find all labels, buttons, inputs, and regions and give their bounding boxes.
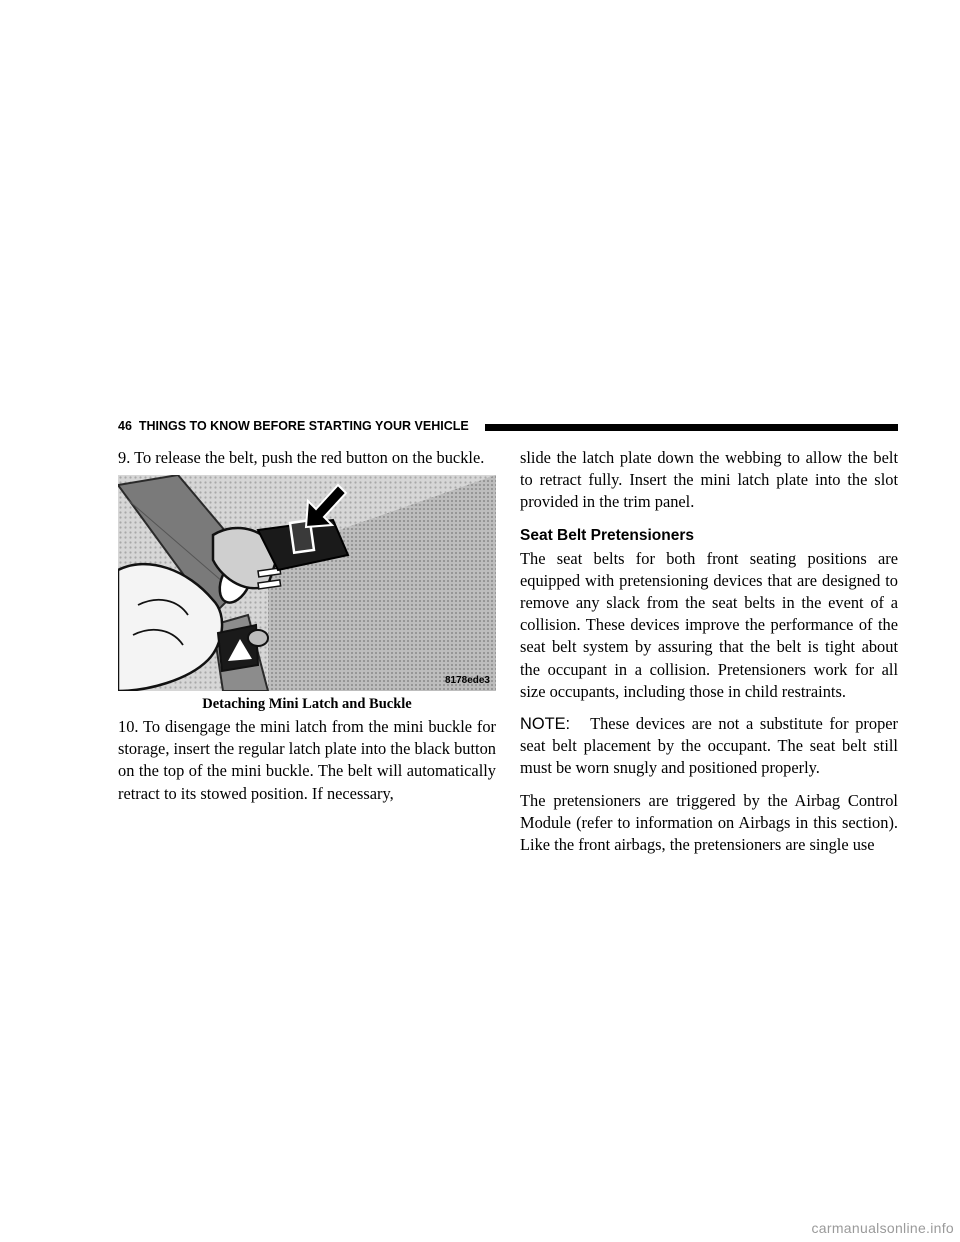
figure-code: 8178ede3 [444, 675, 490, 686]
pretensioners-paragraph: The seat belts for both front seating positions are equipped with pretensioning devices that are designed to remove any slack from the seat belts in the event of a collision. These devices improve the performance of the seat belt system by assuring that the belt is tight about the occupant in a collision. Pretensioners work for all size occupants, including those in child restraints. [520, 548, 898, 701]
header-text [118, 419, 469, 433]
page-number: 46 [118, 419, 132, 433]
buckle-illustration [118, 475, 496, 691]
note-text: These devices are not a substitute for proper seat belt placement by the occupant. The seat belt still must be worn snugly and positioned properly. [520, 714, 898, 778]
page-header [118, 419, 898, 433]
figure-caption: Detaching Mini Latch and Buckle [202, 696, 412, 712]
note-paragraph [520, 713, 898, 780]
watermark-link[interactable]: carmanualsonline.info [811, 1220, 954, 1236]
step-10-text: 10. To disengage the mini latch from the mini buckle for storage, insert the regular latch plate into the black button on the top of the mini buckle. The belt will automatically retract to its stowed position. If necessary, [118, 717, 496, 803]
section-title: THINGS TO KNOW BEFORE STARTING YOUR VEHICLE [138, 419, 469, 433]
step-9-text: 9. To release the belt, push the red button on the buckle. [118, 448, 485, 467]
buckle-photo [118, 475, 496, 691]
header-rule [485, 424, 898, 431]
note-label: NOTE: [520, 715, 571, 734]
left-column-top [118, 447, 496, 469]
left-column-bottom [118, 716, 496, 805]
section-heading: Seat Belt Pretensioners [520, 526, 695, 544]
right-column [520, 447, 898, 856]
trigger-paragraph: The pretensioners are triggered by the Airbag Control Module (refer to information on Airbags in this section). Like the front airbags, the pretensioners are single use [520, 790, 898, 855]
continuation-text: slide the latch plate down the webbing to allow the belt to retract fully. Insert the mini latch plate into the slot provided in the trim panel. [520, 448, 898, 512]
